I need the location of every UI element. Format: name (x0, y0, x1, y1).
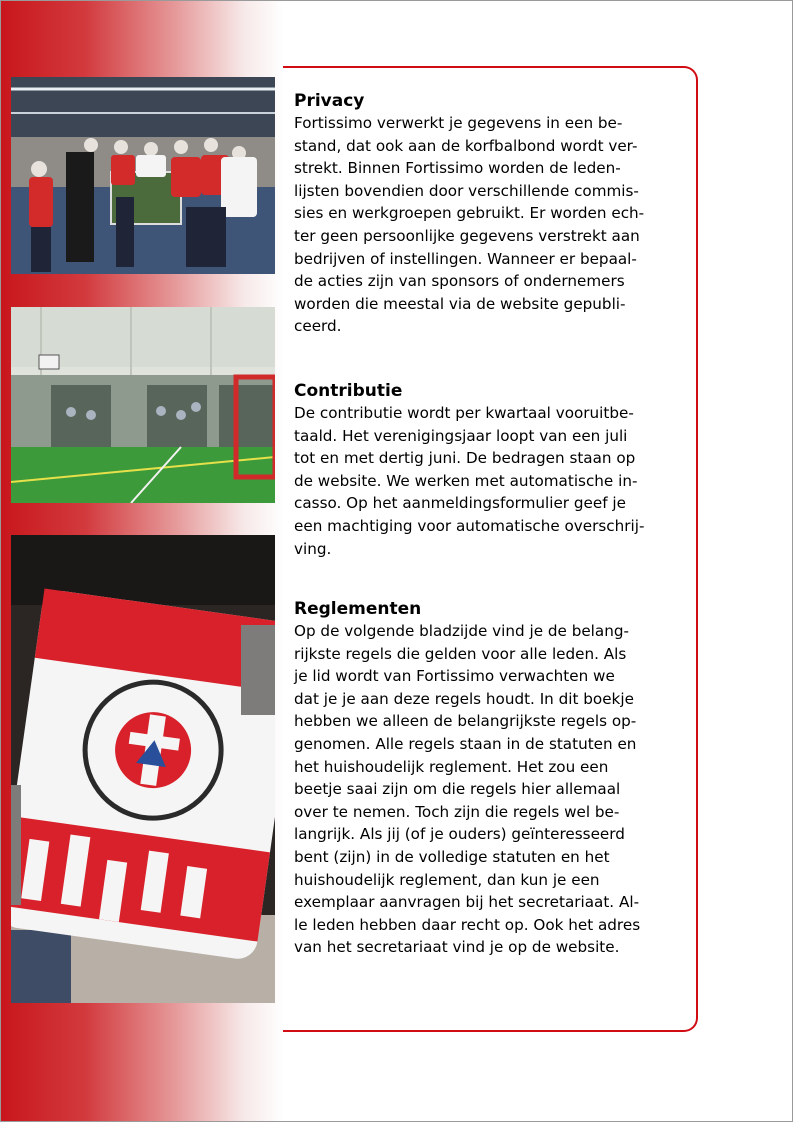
paragraph-line: ter geen persoonlijke gegevens verstrekt aan (294, 226, 640, 245)
paragraph-line: bedrijven of instellingen. Wanneer er bepaal- (294, 249, 637, 268)
paragraph-line: de acties zijn van sponsors of ondernemers (294, 272, 625, 291)
contributie-paragraph (294, 402, 644, 560)
privacy-section (294, 90, 644, 338)
paragraph-line: de website. We werken met automatische in- (294, 471, 638, 490)
paragraph-line: beetje saai zijn om die regels hier allemaal (294, 780, 621, 799)
paragraph-line: worden die meestal via de website gepubli- (294, 294, 626, 313)
paragraph-line: taald. Het verenigingsjaar loopt van een juli (294, 426, 628, 445)
paragraph-line: sies en werkgroepen gebruikt. Er worden ech- (294, 204, 645, 223)
paragraph-line: dat je je aan deze regels houdt. In dit boekje (294, 689, 634, 708)
paragraph-line: langrijk. Als jij (of je ouders) geïnteresseerd (294, 825, 625, 844)
paragraph-line: rijkste regels die gelden voor alle leden. Als (294, 644, 627, 663)
paragraph-line: strekt. Binnen Fortissimo worden de leden- (294, 159, 621, 178)
paragraph-line: le leden hebben daar recht op. Ook het adres (294, 915, 641, 934)
sports-hall-photo (11, 307, 275, 503)
paragraph-line: het huishoudelijk reglement. Het zou een (294, 757, 609, 776)
fortissimo-scarf-photo (11, 535, 275, 1003)
contributie-section (294, 380, 644, 560)
reglementen-section (294, 598, 640, 959)
paragraph-line: een machtiging voor automatische overschrij- (294, 516, 645, 535)
paragraph-line: Op de volgende bladzijde vind je de belang- (294, 622, 629, 640)
paragraph-line: genomen. Alle regels staan in de statuten en (294, 734, 637, 753)
paragraph-line: tot en met dertig juni. De bedragen staan op (294, 449, 636, 468)
paragraph-line: ving. (294, 539, 332, 558)
privacy-heading: Privacy (294, 91, 365, 111)
paragraph-line: ceerd. (294, 317, 342, 336)
privacy-paragraph (294, 112, 644, 338)
paragraph-line: huishoudelijk reglement, dan kun je een (294, 870, 600, 889)
reglementen-heading: Reglementen (294, 599, 422, 619)
reglementen-paragraph (294, 620, 640, 959)
paragraph-line: casso. Op het aanmeldingsformulier geef je (294, 494, 626, 513)
paragraph-line: exemplaar aanvragen bij het secretariaat. Al- (294, 893, 640, 912)
paragraph-line: bent (zijn) in de volledige statuten en het (294, 847, 610, 866)
paragraph-line: De contributie wordt per kwartaal vooruitbe- (294, 404, 634, 422)
team-celebration-photo (11, 77, 275, 274)
paragraph-line: lijsten bovendien door verschillende commis- (294, 181, 639, 200)
paragraph-line: je lid wordt van Fortissimo verwachten we (294, 667, 615, 686)
paragraph-line: stand, dat ook aan de korfbalbond wordt ver- (294, 136, 638, 155)
paragraph-line: over te nemen. Toch zijn die regels wel be- (294, 802, 620, 821)
paragraph-line: Fortissimo verwerkt je gegevens in een be- (294, 114, 623, 132)
contributie-heading: Contributie (294, 381, 403, 401)
paragraph-line: hebben we alleen de belangrijkste regels op- (294, 712, 637, 731)
paragraph-line: van het secretariaat vind je op de website. (294, 938, 620, 957)
